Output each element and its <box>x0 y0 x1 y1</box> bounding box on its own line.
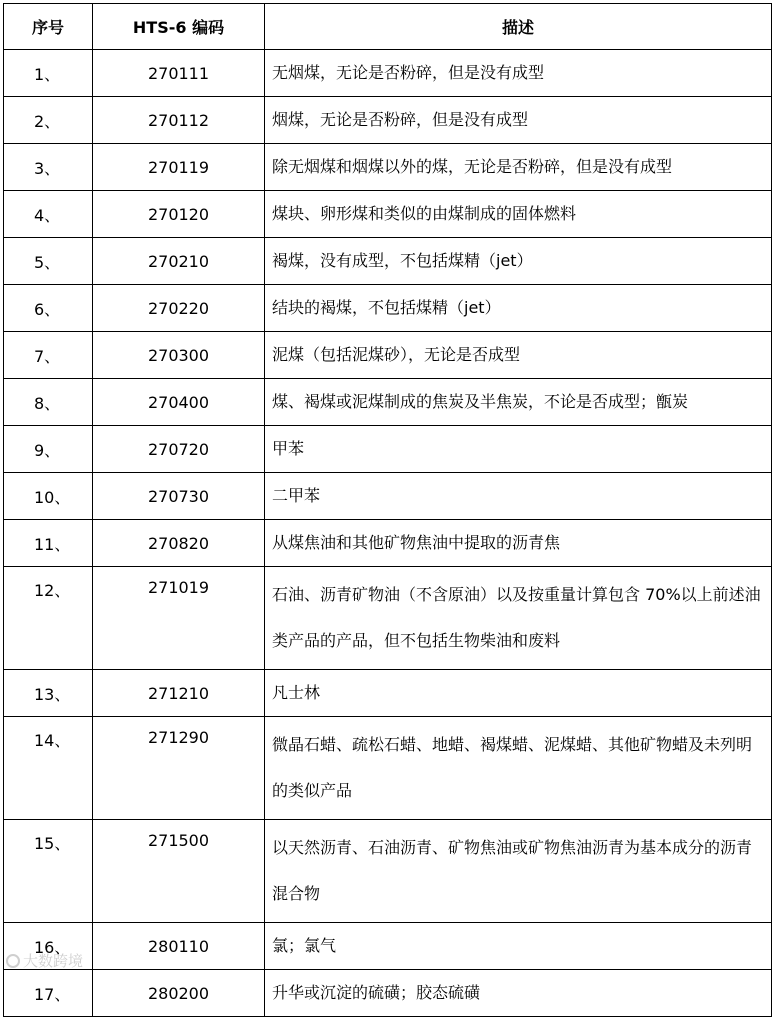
row-hts-code: 270720 <box>93 426 265 473</box>
table-row <box>4 717 772 820</box>
row-seq: 9、 <box>4 426 93 473</box>
row-description: 煤、褐煤或泥煤制成的焦炭及半焦炭，不论是否成型；甑炭 <box>265 379 772 426</box>
row-seq: 15、 <box>4 820 93 923</box>
row-hts-code: 270400 <box>93 379 265 426</box>
table-row <box>4 426 772 473</box>
row-hts-code: 270119 <box>93 144 265 191</box>
row-description: 二甲苯 <box>265 473 772 520</box>
row-seq: 13、 <box>4 670 93 717</box>
row-seq: 14、 <box>4 717 93 820</box>
row-hts-code: 280200 <box>93 970 265 1017</box>
table-row <box>4 144 772 191</box>
table-row <box>4 567 772 670</box>
table-row <box>4 285 772 332</box>
row-description: 凡士林 <box>265 670 772 717</box>
row-seq: 6、 <box>4 285 93 332</box>
row-description: 甲苯 <box>265 426 772 473</box>
row-seq: 10、 <box>4 473 93 520</box>
row-description: 升华或沉淀的硫磺；胶态硫磺 <box>265 970 772 1017</box>
row-description: 烟煤，无论是否粉碎，但是没有成型 <box>265 97 772 144</box>
row-seq: 4、 <box>4 191 93 238</box>
row-hts-code: 270120 <box>93 191 265 238</box>
table-row <box>4 670 772 717</box>
table-header-row <box>4 4 772 50</box>
row-hts-code: 271290 <box>93 717 265 820</box>
row-description: 煤块、卵形煤和类似的由煤制成的固体燃料 <box>265 191 772 238</box>
row-description: 石油、沥青矿物油（不含原油）以及按重量计算包含 70%以上前述油类产品的产品，但不包括生物柴油和废料 <box>265 567 772 670</box>
table-row <box>4 820 772 923</box>
table-row <box>4 923 772 970</box>
row-hts-code: 270730 <box>93 473 265 520</box>
row-description: 无烟煤，无论是否粉碎，但是没有成型 <box>265 50 772 97</box>
row-hts-code: 271019 <box>93 567 265 670</box>
watermark-text: 大数跨境 <box>23 952 84 970</box>
table-row <box>4 97 772 144</box>
row-hts-code: 270112 <box>93 97 265 144</box>
header-hts-code: HTS-6 编码 <box>93 4 265 50</box>
row-seq: 3、 <box>4 144 93 191</box>
table-row <box>4 473 772 520</box>
hts-code-table <box>3 3 772 1017</box>
row-seq: 1、 <box>4 50 93 97</box>
row-hts-code: 270820 <box>93 520 265 567</box>
row-seq: 17、 <box>4 970 93 1017</box>
row-hts-code: 270210 <box>93 238 265 285</box>
row-description: 泥煤（包括泥煤砂），无论是否成型 <box>265 332 772 379</box>
row-description: 除无烟煤和烟煤以外的煤，无论是否粉碎，但是没有成型 <box>265 144 772 191</box>
row-description: 结块的褐煤，不包括煤精（jet） <box>265 285 772 332</box>
table-row <box>4 379 772 426</box>
row-hts-code: 271500 <box>93 820 265 923</box>
header-description: 描述 <box>265 4 772 50</box>
row-hts-code: 271210 <box>93 670 265 717</box>
table-row <box>4 970 772 1017</box>
row-description: 氯；氯气 <box>265 923 772 970</box>
row-description: 微晶石蜡、疏松石蜡、地蜡、褐煤蜡、泥煤蜡、其他矿物蜡及未列明的类似产品 <box>265 717 772 820</box>
row-hts-code: 280110 <box>93 923 265 970</box>
table-row <box>4 238 772 285</box>
row-hts-code: 270300 <box>93 332 265 379</box>
table-row <box>4 50 772 97</box>
row-seq: 8、 <box>4 379 93 426</box>
row-description: 从煤焦油和其他矿物焦油中提取的沥青焦 <box>265 520 772 567</box>
table-row <box>4 191 772 238</box>
row-description: 褐煤，没有成型，不包括煤精（jet） <box>265 238 772 285</box>
row-seq: 2、 <box>4 97 93 144</box>
row-seq: 16、 <box>4 923 93 970</box>
row-seq: 11、 <box>4 520 93 567</box>
table-row <box>4 332 772 379</box>
row-seq: 12、 <box>4 567 93 670</box>
row-description: 以天然沥青、石油沥青、矿物焦油或矿物焦油沥青为基本成分的沥青混合物 <box>265 820 772 923</box>
row-seq: 7、 <box>4 332 93 379</box>
row-hts-code: 270111 <box>93 50 265 97</box>
row-seq: 5、 <box>4 238 93 285</box>
header-seq: 序号 <box>4 4 93 50</box>
row-hts-code: 270220 <box>93 285 265 332</box>
table-row <box>4 520 772 567</box>
